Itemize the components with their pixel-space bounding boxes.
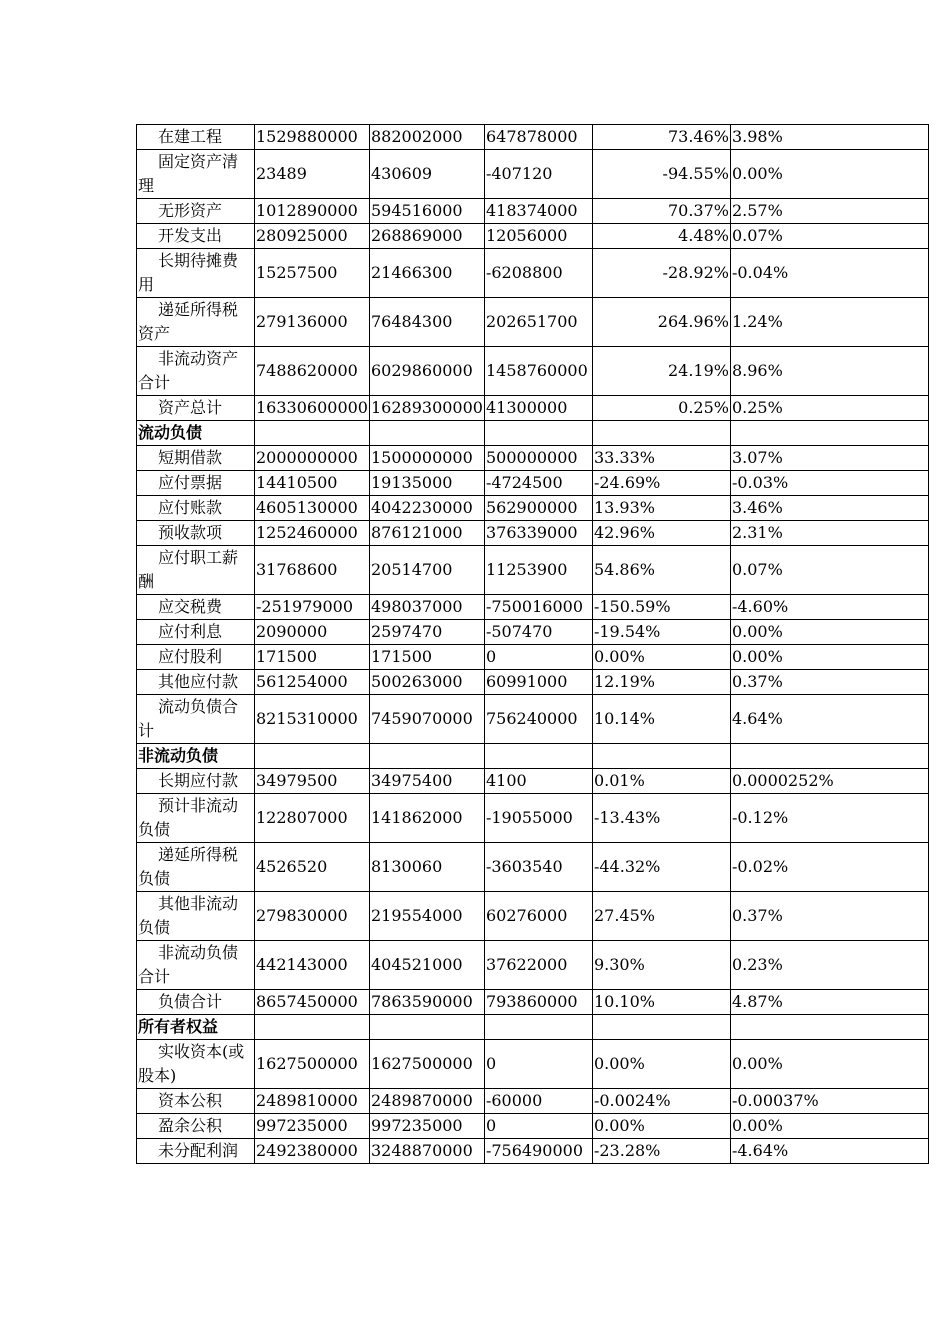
empty-cell	[484, 744, 592, 769]
table-row	[137, 199, 929, 224]
change-value-cell: -3603540	[484, 843, 592, 892]
row-label-cell: 预计非流动负债	[137, 794, 255, 843]
empty-cell	[730, 1015, 928, 1040]
change-percent-cell: -94.55%	[592, 150, 730, 199]
table-row	[137, 1139, 929, 1164]
empty-cell	[592, 744, 730, 769]
section-header-cell: 非流动负债	[137, 744, 255, 769]
current-value-cell: 122807000	[255, 794, 370, 843]
table-row	[137, 521, 929, 546]
change-percent-cell: 42.96%	[592, 521, 730, 546]
change-percent-cell: 10.14%	[592, 695, 730, 744]
share-percent-cell: -0.12%	[730, 794, 928, 843]
empty-cell	[369, 744, 484, 769]
change-percent-cell: 33.33%	[592, 446, 730, 471]
change-value-cell: 0	[484, 1114, 592, 1139]
change-percent-cell: 0.01%	[592, 769, 730, 794]
empty-cell	[730, 421, 928, 446]
change-value-cell: 202651700	[484, 298, 592, 347]
current-value-cell: 16330600000	[255, 396, 370, 421]
prior-value-cell: 20514700	[369, 546, 484, 595]
row-label-cell: 非流动负债合计	[137, 941, 255, 990]
empty-cell	[255, 744, 370, 769]
change-value-cell: 418374000	[484, 199, 592, 224]
current-value-cell: 15257500	[255, 249, 370, 298]
change-percent-cell: 27.45%	[592, 892, 730, 941]
change-value-cell: 37622000	[484, 941, 592, 990]
current-value-cell: 2492380000	[255, 1139, 370, 1164]
change-value-cell: 0	[484, 645, 592, 670]
section-header-cell: 所有者权益	[137, 1015, 255, 1040]
empty-cell	[255, 421, 370, 446]
share-percent-cell: 0.37%	[730, 892, 928, 941]
share-percent-cell: 2.57%	[730, 199, 928, 224]
share-percent-cell: 0.00%	[730, 1040, 928, 1089]
row-label-cell: 预收款项	[137, 521, 255, 546]
share-percent-cell: -0.03%	[730, 471, 928, 496]
table-row	[137, 1089, 929, 1114]
share-percent-cell: 0.25%	[730, 396, 928, 421]
prior-value-cell: 997235000	[369, 1114, 484, 1139]
change-value-cell: -507470	[484, 620, 592, 645]
prior-value-cell: 171500	[369, 645, 484, 670]
current-value-cell: -251979000	[255, 595, 370, 620]
prior-value-cell: 594516000	[369, 199, 484, 224]
table-row	[137, 595, 929, 620]
table-row	[137, 769, 929, 794]
table-row	[137, 471, 929, 496]
change-percent-cell: 24.19%	[592, 347, 730, 396]
current-value-cell: 1529880000	[255, 125, 370, 150]
prior-value-cell: 6029860000	[369, 347, 484, 396]
current-value-cell: 2489810000	[255, 1089, 370, 1114]
table-row	[137, 843, 929, 892]
change-percent-cell: 4.48%	[592, 224, 730, 249]
change-percent-cell: -19.54%	[592, 620, 730, 645]
change-value-cell: 1458760000	[484, 347, 592, 396]
row-label-cell: 应付利息	[137, 620, 255, 645]
change-percent-cell: -13.43%	[592, 794, 730, 843]
table-row	[137, 249, 929, 298]
prior-value-cell: 404521000	[369, 941, 484, 990]
change-value-cell: -60000	[484, 1089, 592, 1114]
prior-value-cell: 430609	[369, 150, 484, 199]
share-percent-cell: 2.31%	[730, 521, 928, 546]
balance-sheet-table	[136, 124, 929, 1164]
table-row	[137, 695, 929, 744]
share-percent-cell: 0.00%	[730, 645, 928, 670]
row-label-cell: 开发支出	[137, 224, 255, 249]
table-row	[137, 645, 929, 670]
row-label-cell: 固定资产清理	[137, 150, 255, 199]
change-percent-cell: 9.30%	[592, 941, 730, 990]
share-percent-cell: 1.24%	[730, 298, 928, 347]
prior-value-cell: 219554000	[369, 892, 484, 941]
table-row	[137, 1114, 929, 1139]
share-percent-cell: 3.07%	[730, 446, 928, 471]
row-label-cell: 资本公积	[137, 1089, 255, 1114]
table-row	[137, 125, 929, 150]
share-percent-cell: -0.04%	[730, 249, 928, 298]
share-percent-cell: 0.00%	[730, 1114, 928, 1139]
change-value-cell: 500000000	[484, 446, 592, 471]
prior-value-cell: 7863590000	[369, 990, 484, 1015]
current-value-cell: 1252460000	[255, 521, 370, 546]
row-label-cell: 递延所得税资产	[137, 298, 255, 347]
share-percent-cell: 0.07%	[730, 546, 928, 595]
current-value-cell: 31768600	[255, 546, 370, 595]
change-percent-cell: 70.37%	[592, 199, 730, 224]
table-row	[137, 620, 929, 645]
current-value-cell: 7488620000	[255, 347, 370, 396]
change-percent-cell: -24.69%	[592, 471, 730, 496]
change-value-cell: 756240000	[484, 695, 592, 744]
current-value-cell: 280925000	[255, 224, 370, 249]
prior-value-cell: 1627500000	[369, 1040, 484, 1089]
section-row	[137, 744, 929, 769]
change-value-cell: -407120	[484, 150, 592, 199]
current-value-cell: 279830000	[255, 892, 370, 941]
row-label-cell: 应付票据	[137, 471, 255, 496]
current-value-cell: 4526520	[255, 843, 370, 892]
empty-cell	[484, 1015, 592, 1040]
share-percent-cell: -0.02%	[730, 843, 928, 892]
change-percent-cell: 0.25%	[592, 396, 730, 421]
change-value-cell: 11253900	[484, 546, 592, 595]
current-value-cell: 279136000	[255, 298, 370, 347]
change-value-cell: 376339000	[484, 521, 592, 546]
change-percent-cell: 13.93%	[592, 496, 730, 521]
prior-value-cell: 876121000	[369, 521, 484, 546]
current-value-cell: 1627500000	[255, 1040, 370, 1089]
empty-cell	[592, 421, 730, 446]
change-value-cell: 647878000	[484, 125, 592, 150]
change-percent-cell: 12.19%	[592, 670, 730, 695]
share-percent-cell: 0.37%	[730, 670, 928, 695]
change-percent-cell: 0.00%	[592, 645, 730, 670]
row-label-cell: 盈余公积	[137, 1114, 255, 1139]
change-percent-cell: 73.46%	[592, 125, 730, 150]
change-value-cell: -756490000	[484, 1139, 592, 1164]
empty-cell	[592, 1015, 730, 1040]
prior-value-cell: 500263000	[369, 670, 484, 695]
change-value-cell: 4100	[484, 769, 592, 794]
row-label-cell: 其他应付款	[137, 670, 255, 695]
prior-value-cell: 76484300	[369, 298, 484, 347]
empty-cell	[484, 421, 592, 446]
empty-cell	[730, 744, 928, 769]
section-header-cell: 流动负债	[137, 421, 255, 446]
table-row	[137, 670, 929, 695]
change-value-cell: 562900000	[484, 496, 592, 521]
current-value-cell: 14410500	[255, 471, 370, 496]
row-label-cell: 在建工程	[137, 125, 255, 150]
change-value-cell: 60991000	[484, 670, 592, 695]
change-percent-cell: -44.32%	[592, 843, 730, 892]
change-value-cell: 41300000	[484, 396, 592, 421]
change-value-cell: 60276000	[484, 892, 592, 941]
table-row	[137, 396, 929, 421]
current-value-cell: 1012890000	[255, 199, 370, 224]
current-value-cell: 561254000	[255, 670, 370, 695]
table-row	[137, 224, 929, 249]
table-row	[137, 794, 929, 843]
change-percent-cell: 264.96%	[592, 298, 730, 347]
empty-cell	[369, 1015, 484, 1040]
table-row	[137, 1040, 929, 1089]
prior-value-cell: 4042230000	[369, 496, 484, 521]
prior-value-cell: 498037000	[369, 595, 484, 620]
current-value-cell: 2000000000	[255, 446, 370, 471]
current-value-cell: 8215310000	[255, 695, 370, 744]
current-value-cell: 4605130000	[255, 496, 370, 521]
section-row	[137, 421, 929, 446]
table-row	[137, 496, 929, 521]
prior-value-cell: 7459070000	[369, 695, 484, 744]
row-label-cell: 短期借款	[137, 446, 255, 471]
change-percent-cell: -150.59%	[592, 595, 730, 620]
table-row	[137, 941, 929, 990]
row-label-cell: 长期待摊费用	[137, 249, 255, 298]
row-label-cell: 资产总计	[137, 396, 255, 421]
row-label-cell: 递延所得税负债	[137, 843, 255, 892]
current-value-cell: 8657450000	[255, 990, 370, 1015]
row-label-cell: 应付股利	[137, 645, 255, 670]
change-value-cell: 793860000	[484, 990, 592, 1015]
change-value-cell: -4724500	[484, 471, 592, 496]
share-percent-cell: -4.64%	[730, 1139, 928, 1164]
row-label-cell: 无形资产	[137, 199, 255, 224]
row-label-cell: 应付账款	[137, 496, 255, 521]
change-percent-cell: -23.28%	[592, 1139, 730, 1164]
table-row	[137, 990, 929, 1015]
change-percent-cell: 0.00%	[592, 1114, 730, 1139]
table-row	[137, 347, 929, 396]
change-value-cell: -6208800	[484, 249, 592, 298]
current-value-cell: 2090000	[255, 620, 370, 645]
change-value-cell: 0	[484, 1040, 592, 1089]
change-percent-cell: 10.10%	[592, 990, 730, 1015]
share-percent-cell: 3.98%	[730, 125, 928, 150]
share-percent-cell: 8.96%	[730, 347, 928, 396]
prior-value-cell: 268869000	[369, 224, 484, 249]
row-label-cell: 未分配利润	[137, 1139, 255, 1164]
row-label-cell: 流动负债合计	[137, 695, 255, 744]
current-value-cell: 171500	[255, 645, 370, 670]
row-label-cell: 非流动资产合计	[137, 347, 255, 396]
prior-value-cell: 16289300000	[369, 396, 484, 421]
row-label-cell: 长期应付款	[137, 769, 255, 794]
row-label-cell: 实收资本(或股本)	[137, 1040, 255, 1089]
prior-value-cell: 141862000	[369, 794, 484, 843]
prior-value-cell: 19135000	[369, 471, 484, 496]
current-value-cell: 442143000	[255, 941, 370, 990]
row-label-cell: 其他非流动负债	[137, 892, 255, 941]
row-label-cell: 应交税费	[137, 595, 255, 620]
prior-value-cell: 882002000	[369, 125, 484, 150]
change-value-cell: 12056000	[484, 224, 592, 249]
section-row	[137, 1015, 929, 1040]
row-label-cell: 负债合计	[137, 990, 255, 1015]
prior-value-cell: 2489870000	[369, 1089, 484, 1114]
empty-cell	[369, 421, 484, 446]
prior-value-cell: 2597470	[369, 620, 484, 645]
share-percent-cell: 0.00%	[730, 620, 928, 645]
share-percent-cell: 3.46%	[730, 496, 928, 521]
prior-value-cell: 8130060	[369, 843, 484, 892]
prior-value-cell: 34975400	[369, 769, 484, 794]
share-percent-cell: -0.00037%	[730, 1089, 928, 1114]
table-row	[137, 892, 929, 941]
table-row	[137, 546, 929, 595]
empty-cell	[255, 1015, 370, 1040]
change-percent-cell: 54.86%	[592, 546, 730, 595]
current-value-cell: 997235000	[255, 1114, 370, 1139]
row-label-cell: 应付职工薪酬	[137, 546, 255, 595]
share-percent-cell: -4.60%	[730, 595, 928, 620]
share-percent-cell: 4.64%	[730, 695, 928, 744]
share-percent-cell: 4.87%	[730, 990, 928, 1015]
share-percent-cell: 0.23%	[730, 941, 928, 990]
balance-sheet-body	[137, 125, 929, 1164]
change-value-cell: -19055000	[484, 794, 592, 843]
prior-value-cell: 3248870000	[369, 1139, 484, 1164]
share-percent-cell: 0.07%	[730, 224, 928, 249]
share-percent-cell: 0.00%	[730, 150, 928, 199]
prior-value-cell: 21466300	[369, 249, 484, 298]
change-value-cell: -750016000	[484, 595, 592, 620]
current-value-cell: 34979500	[255, 769, 370, 794]
table-row	[137, 298, 929, 347]
share-percent-cell: 0.0000252%	[730, 769, 928, 794]
table-row	[137, 446, 929, 471]
change-percent-cell: 0.00%	[592, 1040, 730, 1089]
prior-value-cell: 1500000000	[369, 446, 484, 471]
table-row	[137, 150, 929, 199]
change-percent-cell: -28.92%	[592, 249, 730, 298]
change-percent-cell: -0.0024%	[592, 1089, 730, 1114]
current-value-cell: 23489	[255, 150, 370, 199]
